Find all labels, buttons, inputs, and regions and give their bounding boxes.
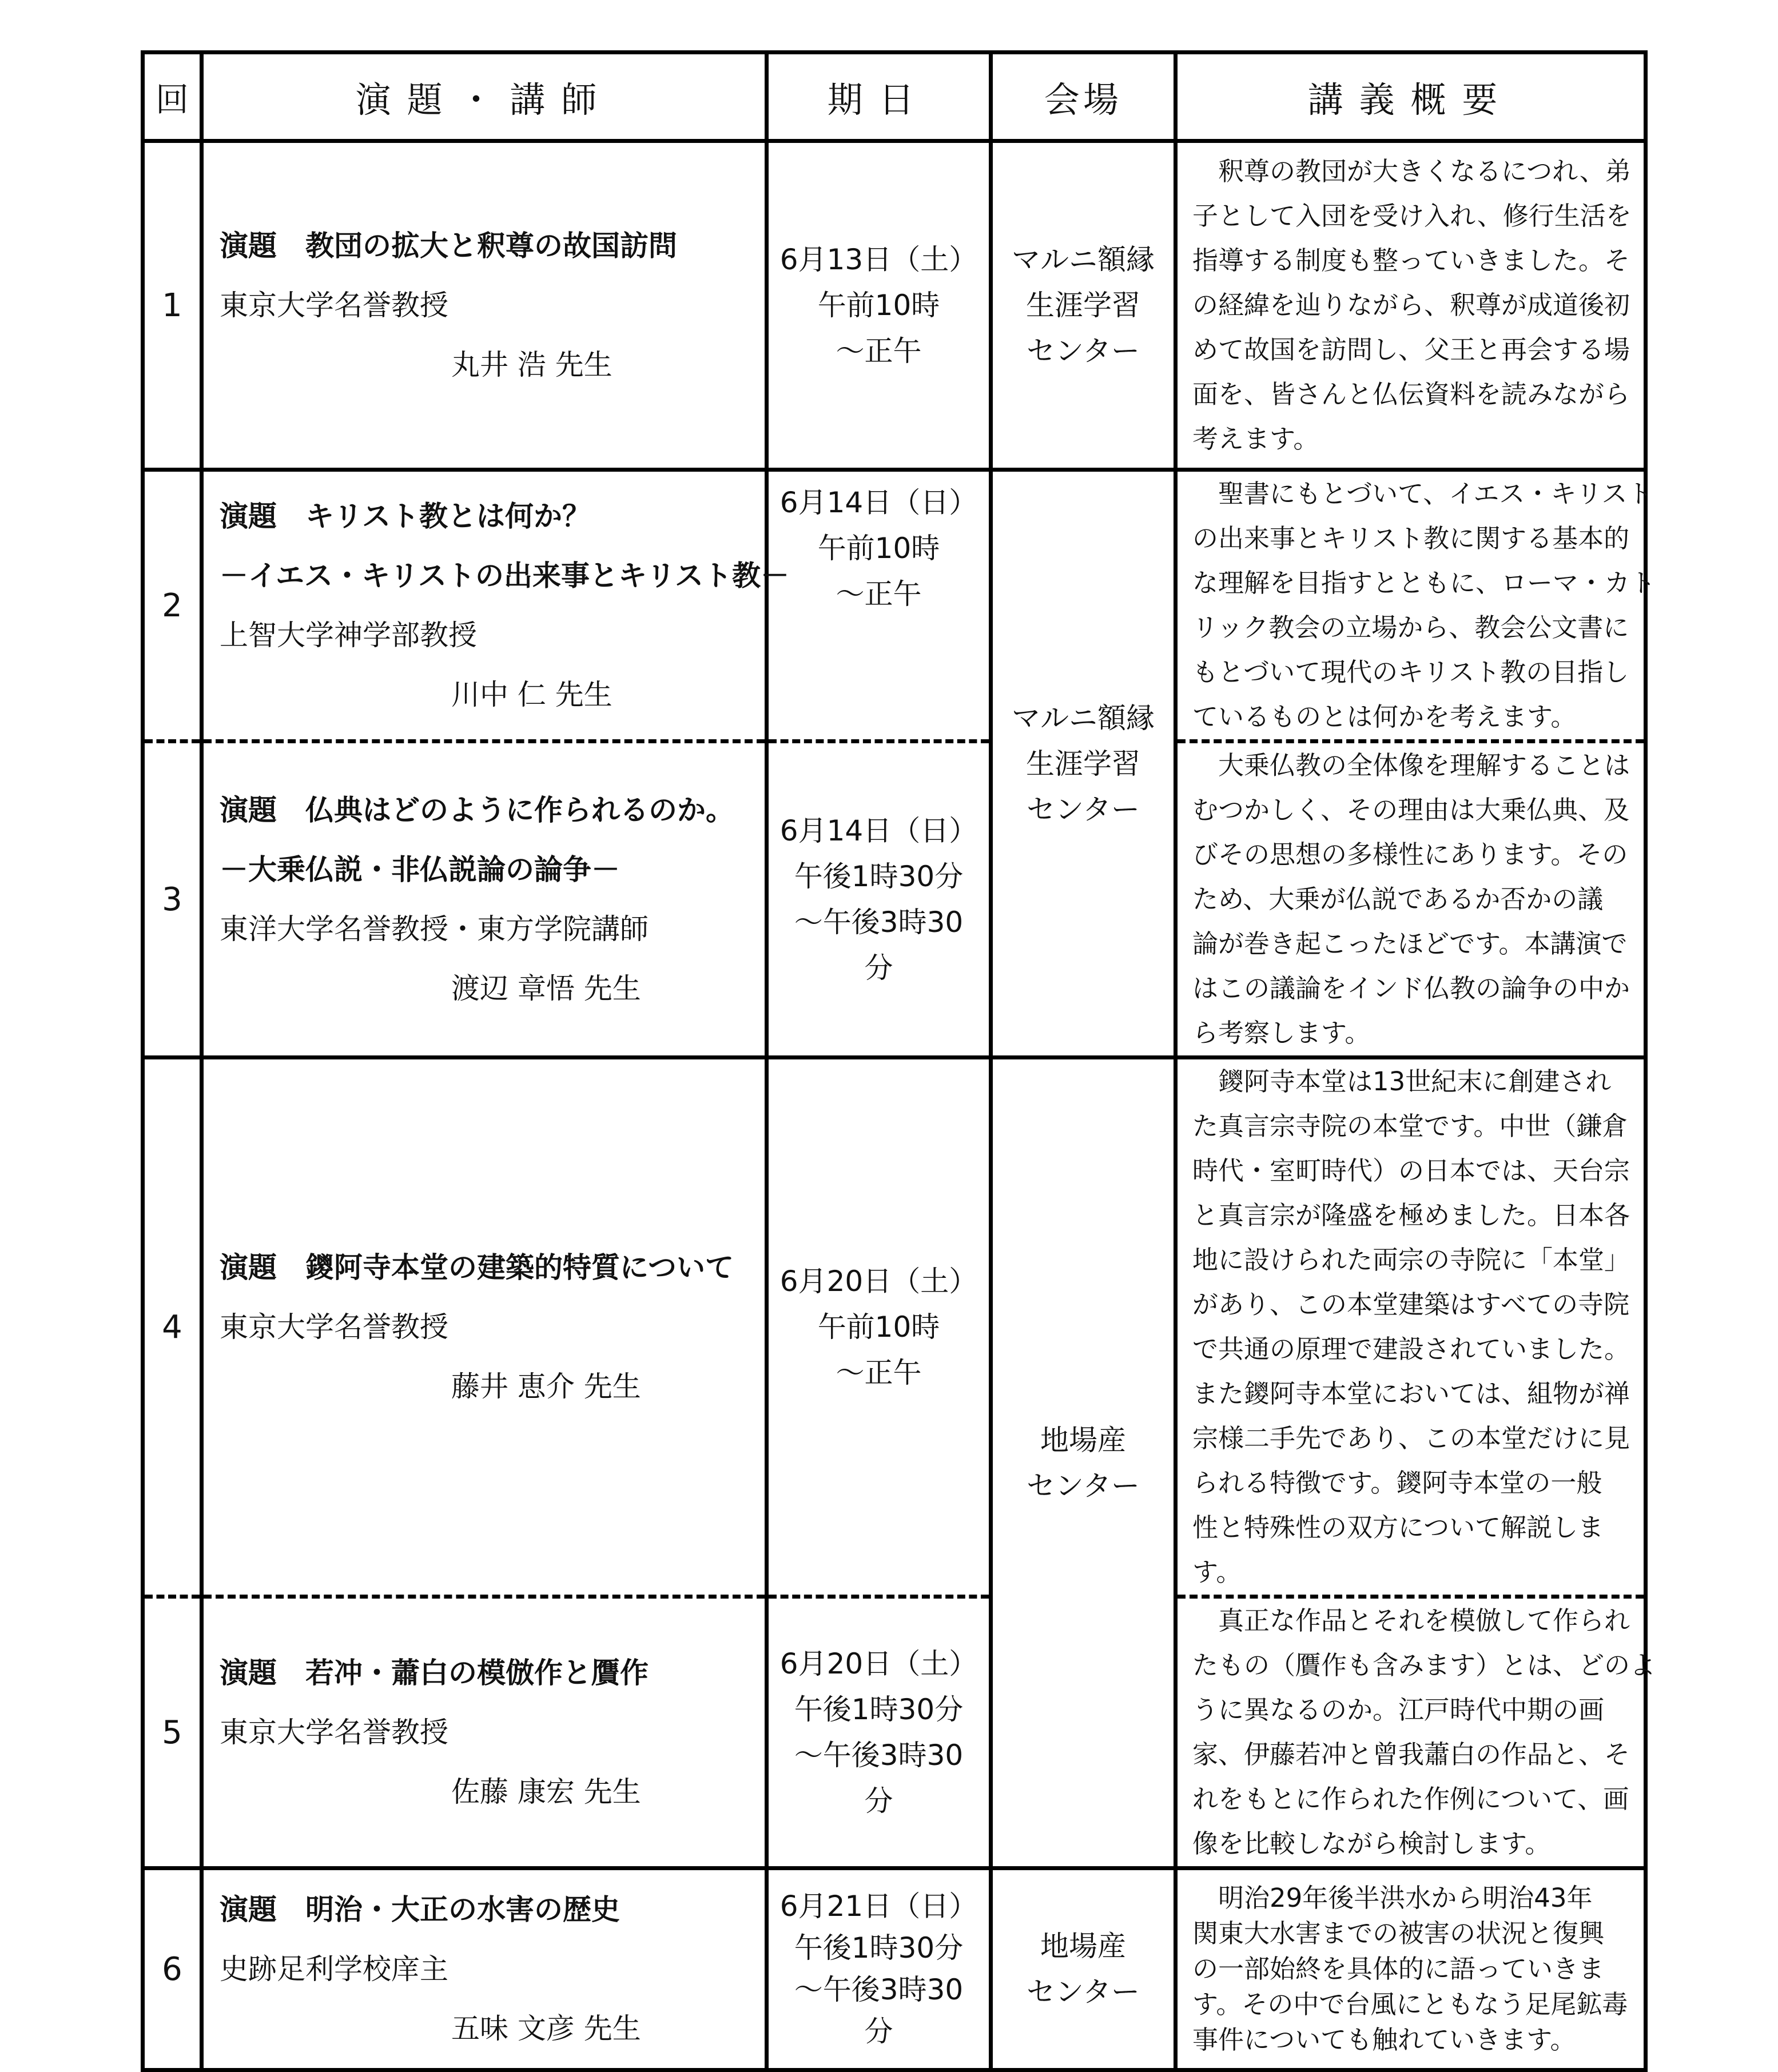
lecture-summary	[1176, 1058, 1646, 1597]
lecturer-name: 丸井 浩 先生	[451, 348, 612, 381]
lecture-number: 5	[143, 1597, 202, 1868]
date-line: 6月14日（日）	[779, 814, 978, 847]
summary-line: れをもとに作られた作例について、画	[1192, 1784, 1629, 1814]
lecture-number: 1	[143, 141, 202, 470]
lecturer-affiliation: 東洋大学名誉教授・東方学院講師	[220, 913, 649, 946]
date-line: 6月21日（日）	[779, 1890, 978, 1923]
summary-line: ため、大乗が仏説であるか否かの議	[1192, 884, 1604, 914]
venue-line: 地場産	[1040, 1423, 1126, 1457]
lecture-number: 4	[143, 1058, 202, 1597]
lecturer-affiliation: 上智大学神学部教授	[220, 619, 477, 652]
lecture-date	[767, 1058, 991, 1597]
summary-line: うに異なるのか。江戸時代中期の画	[1192, 1695, 1605, 1725]
lecture-row-1	[143, 141, 1646, 470]
lecture-title: 演題 キリスト教とは何か？	[220, 500, 591, 533]
date-line: 6月20日（土）	[779, 1647, 978, 1680]
lecturer-affiliation: 東京大学名誉教授	[220, 289, 448, 322]
lecturer-affiliation: 東京大学名誉教授	[220, 1716, 448, 1749]
venue-line: マルニ額縁	[1012, 243, 1155, 276]
lecture-date	[767, 1597, 991, 1868]
lecture-number: 3	[143, 742, 202, 1058]
lecture-number: 6	[143, 1868, 202, 2070]
lecture-title: 演題 仏典はどのように作られるのか。	[220, 794, 734, 827]
time-line: 分	[864, 2015, 893, 2048]
summary-line: す。	[1192, 1557, 1242, 1587]
lecture-row-6	[143, 1868, 1646, 2070]
header-row	[143, 53, 1646, 141]
summary-line: で共通の原理で建設されていました。	[1192, 1334, 1630, 1364]
venue-line: 生涯学習	[1026, 747, 1140, 780]
lecture-title-cell	[202, 1058, 767, 1597]
lecture-title: 演題 鑁阿寺本堂の建築的特質について	[220, 1251, 734, 1284]
summary-line: 面を、皆さんと仏伝資料を読みながら	[1192, 379, 1630, 409]
time-line: 分	[864, 1784, 893, 1818]
time-line: ～午後3時30	[794, 906, 964, 939]
summary-line: もとづいて現代のキリスト教の目指し	[1192, 657, 1629, 687]
lecture-date	[767, 141, 991, 470]
summary-line: ら考察します。	[1192, 1018, 1371, 1048]
summary-line: 地に設けられた両宗の寺院に「本堂」	[1192, 1245, 1630, 1275]
header-title-lecturer: 演題・講師	[202, 53, 767, 141]
time-line: 午後1時30分	[794, 860, 964, 893]
summary-line: 考えます。	[1192, 424, 1319, 454]
time-line: ～正午	[836, 334, 922, 368]
time-line: 午後1時30分	[794, 1931, 964, 1965]
summary-line: 釈尊の教団が大きくなるにつれ、弟	[1192, 156, 1631, 186]
venue-line: 生涯学習	[1026, 289, 1140, 322]
lecture-summary	[1176, 1597, 1656, 1868]
venue-line: マルニ額縁	[1012, 701, 1155, 735]
lecture-date	[767, 1868, 991, 2070]
lecture-title: 演題 明治・大正の水害の歴史	[220, 1893, 620, 1926]
summary-line: た真言宗寺院の本堂です。中世（鎌倉	[1192, 1111, 1628, 1141]
time-line: ～午後3時30	[794, 1739, 964, 1772]
lecture-number: 2	[143, 470, 202, 742]
date-line: 6月14日（日）	[779, 486, 978, 519]
lecture-title: 演題 教団の拡大と釈尊の故国訪問	[220, 229, 677, 262]
lecturer-affiliation: 東京大学名誉教授	[220, 1310, 448, 1344]
time-line: ～正午	[836, 1356, 922, 1389]
summary-line: 指導する制度も整っていきました。そ	[1192, 245, 1630, 276]
summary-line: 論が巻き起こったほどです。本講演で	[1192, 929, 1628, 959]
time-line: 午前10時	[817, 532, 940, 565]
lecture-summary	[1176, 141, 1646, 470]
header-venue: 会場	[991, 53, 1176, 141]
summary-line: はこの議論をインド仏教の論争の中か	[1192, 973, 1630, 1003]
time-line: 午前10時	[817, 1310, 940, 1344]
summary-line: リック教会の立場から、教会公文書に	[1192, 612, 1629, 643]
summary-line: 明治29年後半洪水から明治43年	[1192, 1883, 1593, 1913]
summary-line: があり、この本堂建築はすべての寺院	[1192, 1289, 1630, 1320]
lecture-title-cell	[202, 1868, 767, 2070]
header-summary: 講義概要	[1176, 53, 1646, 141]
header-date: 期日	[767, 53, 991, 141]
venue-line: 地場産	[1040, 1930, 1126, 1963]
date-line: 6月20日（土）	[779, 1265, 978, 1298]
lecture-subtitle: －イエス・キリストの出来事とキリスト教－	[220, 559, 789, 592]
lecture-venue	[991, 1058, 1176, 1868]
summary-line: びその思想の多様性にあります。その	[1192, 839, 1628, 870]
lecturer-name: 渡辺 章悟 先生	[451, 972, 641, 1005]
summary-line: の経緯を辿りながら、釈尊が成道後初	[1192, 290, 1630, 320]
lecture-venue	[991, 470, 1176, 1058]
header-number: 回	[143, 53, 202, 141]
summary-line: たもの（贋作も含みます）とは、どのよ	[1192, 1650, 1656, 1680]
summary-line: 宗様二手先であり、この本堂だけに見	[1192, 1423, 1630, 1453]
summary-line: 聖書にもとづいて、イエス・キリスト	[1192, 479, 1653, 509]
summary-line: また鑁阿寺本堂においては、組物が禅	[1192, 1378, 1630, 1409]
lecturer-name: 藤井 恵介 先生	[451, 1370, 641, 1403]
summary-line: られる特徴です。鑁阿寺本堂の一般	[1192, 1468, 1602, 1498]
summary-line: の一部始終を具体的に語っていきま	[1192, 1954, 1605, 1984]
summary-line: す。その中で台風にともなう足尾鉱毒	[1192, 1989, 1628, 2019]
lecture-summary	[1176, 1868, 1646, 2070]
lecturer-affiliation: 史跡足利学校庠主	[220, 1953, 448, 1986]
venue-line: センター	[1027, 792, 1140, 826]
summary-line: 鑁阿寺本堂は13世紀末に創建され	[1192, 1066, 1612, 1097]
summary-line: 時代・室町時代）の日本では、天台宗	[1192, 1155, 1630, 1186]
summary-line: 関東大水害までの被害の状況と復興	[1192, 1918, 1605, 1949]
lecture-summary	[1176, 470, 1656, 742]
venue-line: センター	[1027, 334, 1140, 368]
summary-line: 性と特殊性の双方について解説しま	[1192, 1512, 1604, 1543]
summary-line: 像を比較しながら検討します。	[1192, 1828, 1551, 1859]
time-line: ～正午	[836, 577, 922, 611]
lecture-title: 演題 若冲・蕭白の模倣作と贋作	[220, 1656, 649, 1690]
lecture-title-cell	[202, 1597, 767, 1868]
date-line: 6月13日（土）	[779, 243, 978, 276]
lecture-date	[767, 470, 991, 742]
lecture-summary	[1176, 742, 1646, 1058]
lecturer-name: 川中 仁 先生	[451, 678, 612, 711]
summary-line: な理解を目指すとともに、ローマ・カト	[1192, 568, 1656, 598]
time-line: ～午後3時30	[794, 1973, 964, 2006]
lecturer-name: 五味 文彦 先生	[451, 2012, 641, 2045]
summary-line: 子として入団を受け入れ、修行生活を	[1192, 201, 1632, 231]
time-line: 午後1時30分	[794, 1693, 964, 1726]
summary-line: と真言宗が隆盛を極めました。日本各	[1192, 1200, 1630, 1230]
venue-line: センター	[1027, 1469, 1140, 1503]
lecturer-name: 佐藤 康宏 先生	[451, 1775, 641, 1808]
summary-line: むつかしく、その理由は大乗仏典、及	[1192, 795, 1630, 825]
lecture-title-cell	[202, 141, 767, 470]
lecture-row-2	[143, 470, 1646, 742]
summary-line: ているものとは何かを考えます。	[1192, 702, 1577, 732]
summary-line: 家、伊藤若冲と曾我蕭白の作品と、そ	[1192, 1739, 1630, 1770]
time-line: 午前10時	[817, 289, 940, 322]
summary-line: の出来事とキリスト教に関する基本的	[1192, 523, 1630, 553]
lecture-title-cell	[202, 742, 767, 1058]
lecture-row-4	[143, 1058, 1646, 1597]
summary-line: めて故国を訪問し、父王と再会する場	[1192, 334, 1630, 365]
time-line: 分	[864, 951, 893, 985]
lecture-row-5	[143, 1597, 1646, 1868]
lecture-date	[767, 742, 991, 1058]
lecture-title-cell	[202, 470, 789, 742]
lecture-venue	[991, 141, 1176, 470]
lecture-row-3	[143, 742, 1646, 1058]
summary-line: 真正な作品とそれを模倣して作られ	[1192, 1605, 1630, 1636]
summary-line: 大乗仏教の全体像を理解することは	[1192, 750, 1630, 780]
lecture-venue	[991, 1868, 1176, 2070]
summary-line: 事件についても触れていきます。	[1192, 2025, 1576, 2055]
lecture-schedule-table	[141, 50, 1656, 2072]
venue-line: センター	[1027, 1975, 1140, 2009]
lecture-subtitle: －大乗仏説・非仏説論の論争－	[220, 853, 620, 886]
